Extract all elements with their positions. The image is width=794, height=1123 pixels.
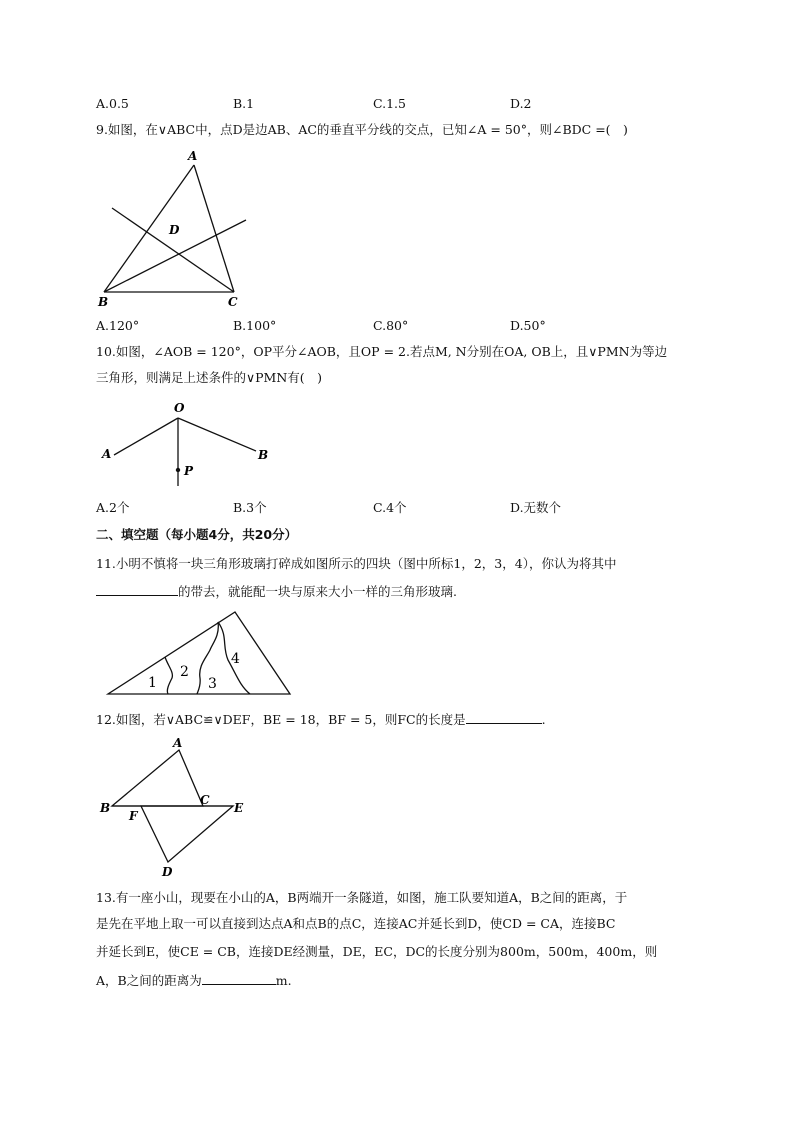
q13-line4-text: A，B之间的距离为: [96, 973, 202, 988]
q12-label-f: F: [129, 809, 138, 823]
q10-label-p: P: [184, 464, 194, 478]
q11-triangle: [108, 612, 290, 694]
q12-stem-period: .: [541, 712, 546, 727]
q10-figure: [96, 398, 286, 494]
q10-ray-oa: [114, 418, 178, 455]
q12-label-a: A: [173, 736, 183, 750]
q11-answer-blank[interactable]: [96, 583, 178, 596]
q11-stem-line1: 11.小明不慎将一块三角形玻璃打碎成如图所示的四块（图中所标1，2，3，4），你认为将其中: [96, 556, 617, 571]
q10-option-b: B.3个: [233, 500, 267, 515]
q10-ray-ob: [178, 418, 256, 451]
q13-line4-unit: m.: [275, 973, 292, 988]
q9-label-d: D: [169, 223, 180, 237]
q11-stem-line2-text: 的带去，就能配一块与原来大小一样的三角形玻璃.: [178, 584, 457, 599]
q9-stem: 9.如图，在∨ABC中，点D是边AB、AC的垂直平分线的交点，已知∠A = 50°，则∠BDC =( ): [96, 122, 628, 137]
q10-label-b: B: [258, 448, 269, 462]
q9-label-c: C: [228, 295, 238, 309]
q12-label-b: B: [100, 801, 111, 815]
q11-figure: [100, 606, 300, 700]
q12-label-c: C: [200, 793, 210, 807]
q11-label-2: 2: [180, 664, 189, 680]
q9-option-d: D.50°: [510, 318, 546, 333]
q13-line2: 是先在平地上取一可以直接到达点A和点B的点C，连接AC并延长到D，使CD = CA，连接BC: [96, 916, 616, 931]
q13-line4: [96, 972, 292, 989]
section-title-fill-in: 二、填空题（每小题4分，共20分）: [96, 527, 298, 542]
q10-stem-line2: 三角形，则满足上述条件的∨PMN有( ): [96, 370, 323, 385]
q9-option-a: A.120°: [96, 318, 140, 333]
q12-stem-text: 12.如图，若∨ABC≌∨DEF，BE = 18，BF = 5，则FC的长度是: [96, 712, 466, 727]
q9-figure: [96, 142, 266, 312]
q13-answer-blank[interactable]: [202, 972, 276, 985]
q8-option-a: A.0.5: [96, 96, 129, 111]
q13-line1: 13.有一座小山，现要在小山的A，B两端开一条隧道，如图，施工队要知道A，B之间的距离，于: [96, 890, 628, 905]
q9-option-c: C.80°: [373, 318, 409, 333]
q9-label-b: B: [98, 295, 109, 309]
q11-label-4: 4: [231, 651, 240, 667]
q8-option-d: D.2: [510, 96, 532, 111]
q12-answer-blank[interactable]: [466, 711, 542, 724]
q10-label-a: A: [102, 447, 112, 461]
q12-figure: [96, 732, 256, 882]
q12-stem: [96, 711, 546, 728]
q12-label-d: D: [162, 865, 173, 879]
q8-option-b: B.1: [233, 96, 255, 111]
q12-label-e: E: [234, 801, 244, 815]
q9-option-b: B.100°: [233, 318, 277, 333]
q10-point-p: [176, 468, 180, 472]
q10-option-a: A.2个: [96, 500, 130, 515]
q8-option-c: C.1.5: [373, 96, 406, 111]
q11-label-3: 3: [208, 676, 217, 692]
q10-label-o: O: [174, 401, 185, 415]
q10-option-d: D.无数个: [510, 500, 562, 515]
q9-bisector-ab: [112, 208, 234, 292]
q11-label-1: 1: [148, 675, 157, 691]
q12-triangle-def: [141, 806, 233, 862]
q10-stem-line1: 10.如图，∠AOB = 120°，OP平分∠AOB，且OP = 2.若点M, N分别在OA, OB上，且∨PMN为等边: [96, 344, 668, 359]
q9-label-a: A: [188, 149, 198, 163]
q11-stem-line2: [96, 583, 457, 600]
q12-triangle-abc: [112, 750, 203, 806]
q11-crack-1: [165, 657, 172, 694]
q10-option-c: C.4个: [373, 500, 407, 515]
q9-side-ab: [104, 165, 194, 292]
q13-line3: 并延长到E，使CE = CB，连接DE经测量，DE，EC，DC的长度分别为800m，500m，400m，则: [96, 944, 658, 959]
